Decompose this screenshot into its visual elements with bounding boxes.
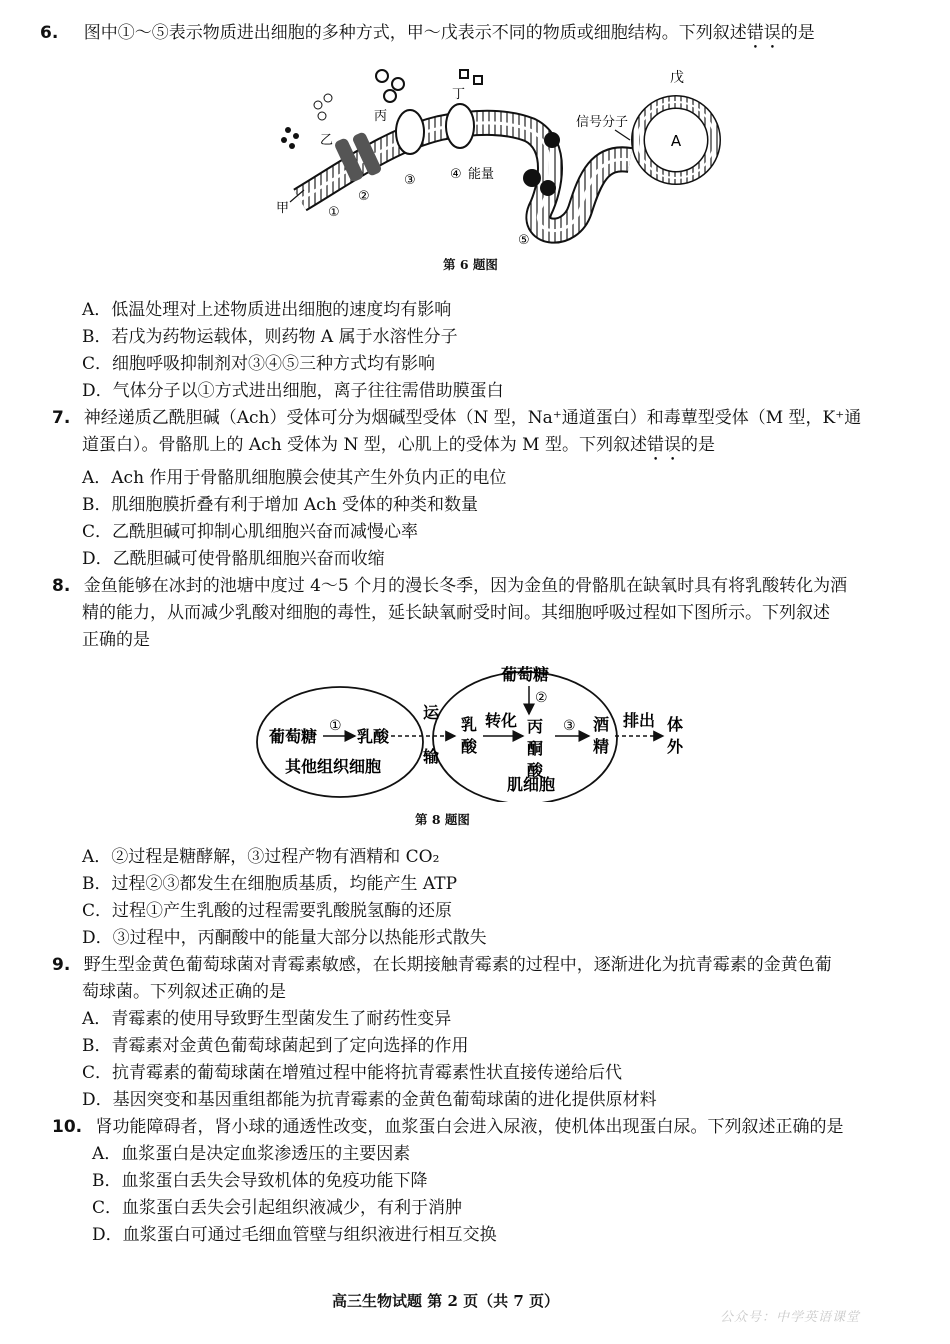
q7-stem-line1: [52, 407, 861, 429]
q6-figure-caption: 第 6 题图: [443, 257, 498, 272]
q9-number: 9.: [52, 955, 71, 975]
outside-1: 体: [667, 715, 684, 734]
transport-1: 运: [423, 703, 440, 722]
q8-stem-line1: [52, 575, 847, 597]
q10-option-a: A．血浆蛋白是决定血浆渗透压的主要因素: [92, 1144, 411, 1164]
q7-stem-text1: 神经递质乙酰胆碱（Ach）受体可分为烟碱型受体（N 型，Na⁺通道蛋白）和毒蕈型受体（M 型，K⁺通: [83, 408, 862, 428]
q9-option-d: D．基因突变和基因重组都能为抗青霉素的金黄色葡萄球菌的进化提供原材料: [82, 1090, 657, 1110]
muscle-cell-label: 肌细胞: [507, 775, 556, 794]
q9-stem-line1: [52, 954, 832, 976]
glucose-left: 葡萄糖: [269, 727, 318, 746]
q8-option-a: A．②过程是糖酵解，③过程产物有酒精和 CO₂: [82, 847, 440, 867]
q7-stem-end: 的是: [680, 435, 715, 455]
step-3: ③: [563, 718, 576, 734]
q6-stem-text: 图中①～⑤表示物质进出细胞的多种方式，甲～戊表示不同的物质或细胞结构。下列叙述: [83, 23, 747, 43]
q6-membrane-figure: [270, 60, 730, 250]
label-process-3: ③: [404, 173, 416, 188]
q6-stem-emphasis: 错误: [746, 23, 781, 43]
q10-option-d: D．血浆蛋白可通过毛细血管壁与组织液进行相互交换: [92, 1225, 497, 1245]
q7-option-d: D．乙酰胆碱可使骨骼肌细胞兴奋而收缩: [82, 549, 385, 569]
pyruvate-1: 丙: [527, 717, 544, 736]
other-cells-label: 其他组织细胞: [285, 757, 382, 776]
label-wu: 戊: [670, 70, 684, 86]
q10-number: 10.: [52, 1117, 83, 1137]
q8-stem-line2: 精的能力，从而减少乳酸对细胞的毒性，延长缺氧耐受时间。其细胞呼吸过程如下图所示。下列叙述: [82, 603, 830, 623]
label-yi: 乙: [320, 133, 334, 148]
carrier-protein-bing: [396, 110, 424, 154]
q8-option-d: D．③过程中，丙酮酸中的能量大部分以热能形式散失: [82, 928, 487, 948]
q8-respiration-figure: [255, 662, 715, 802]
transport-2: 输: [423, 747, 440, 766]
excrete-label: 排出: [623, 711, 656, 730]
q7-stem-text2: 道蛋白）。骨骼肌上的 Ach 受体为 N 型，心肌上的受体为 M 型。下列叙述: [82, 435, 647, 455]
q8-stem-line3: 正确的是: [82, 630, 150, 650]
q6-option-d: D．气体分子以①方式进出细胞，离子往往需借助膜蛋白: [82, 381, 504, 401]
q6-stem: [40, 22, 815, 53]
q9-stem-line2: 萄球菌。下列叙述正确的是: [82, 982, 286, 1002]
step-1: ①: [329, 718, 342, 734]
q6-number: 6.: [40, 23, 59, 43]
q9-option-c: C．抗青霉素的葡萄球菌在增殖过程中能将抗青霉素性状直接传递给后代: [82, 1063, 623, 1083]
pyruvate-2: 酮: [527, 739, 544, 758]
glucose-right: 葡萄糖: [501, 665, 550, 684]
lactate-left: 乳酸: [357, 727, 390, 746]
q6-stem-end: 的是: [780, 23, 815, 43]
carrier-protein-ding: [446, 104, 474, 148]
q9-stem-text1: 野生型金黄色葡萄球菌对青霉素敏感，在长期接触青霉素的过程中，逐渐进化为抗青霉素的金黄色葡: [83, 955, 832, 975]
label-process-4: ④: [450, 167, 462, 182]
q7-stem-line2: [82, 434, 715, 465]
q8-option-b: B．过程②③都发生在细胞质基质，均能产生 ATP: [82, 874, 458, 894]
q10-option-b: B．血浆蛋白丢失会导致机体的免疫功能下降: [92, 1171, 428, 1191]
q10-stem: [52, 1116, 844, 1138]
label-process-5: ⑤: [518, 233, 530, 248]
q10-stem-text: 肾功能障碍者，肾小球的通透性改变，血浆蛋白会进入尿液，使机体出现蛋白尿。下列叙述正确的是: [95, 1117, 844, 1137]
q9-option-b: B．青霉素对金黄色葡萄球菌起到了定向选择的作用: [82, 1036, 469, 1056]
label-energy: 能量: [468, 167, 495, 182]
q8-figure-caption: 第 8 题图: [415, 812, 470, 827]
q8-option-c: C．过程①产生乳酸的过程需要乳酸脱氢酶的还原: [82, 901, 453, 921]
q8-number: 8.: [52, 576, 71, 596]
q7-number: 7.: [52, 408, 71, 428]
q7-option-c: C．乙酰胆碱可抑制心肌细胞兴奋而减慢心率: [82, 522, 419, 542]
pyruvate-3: 酸: [527, 761, 544, 780]
q7-stem-emphasis: 错误: [646, 435, 681, 455]
label-signal-molecule: 信号分子: [576, 115, 629, 130]
q7-option-b: B．肌细胞膜折叠有利于增加 Ach 受体的种类和数量: [82, 495, 479, 515]
label-ding: 丁: [452, 87, 466, 102]
step-2: ②: [535, 690, 548, 706]
label-A: A: [670, 132, 682, 150]
q10-option-c: C．血浆蛋白丢失会引起组织液减少，有利于消肿: [92, 1198, 463, 1218]
lactate-right-2: 酸: [461, 737, 478, 756]
watermark: 公众号：中学英语课堂: [720, 1310, 861, 1325]
q7-option-a: A．Ach 作用于骨骼肌细胞膜会使其产生外负内正的电位: [82, 468, 507, 488]
q6-option-b: B．若戊为药物运载体，则药物 A 属于水溶性分子: [82, 327, 458, 347]
q6-option-a: A．低温处理对上述物质进出细胞的速度均有影响: [82, 300, 452, 320]
label-process-2: ②: [358, 189, 370, 204]
label-process-1: ①: [328, 205, 340, 220]
alcohol-1: 酒: [593, 715, 610, 734]
label-bing: 丙: [374, 109, 388, 124]
outside-2: 外: [667, 737, 684, 756]
q8-stem-text1: 金鱼能够在冰封的池塘中度过 4～5 个月的漫长冬季，因为金鱼的骨骼肌在缺氧时具有将乳酸转化为酒: [83, 576, 848, 596]
page-footer: 高三生物试题 第 2 页（共 7 页）: [332, 1292, 559, 1310]
alcohol-2: 精: [593, 737, 610, 756]
lactate-right-1: 乳: [461, 715, 478, 734]
q6-option-c: C．细胞呼吸抑制剂对③④⑤三种方式均有影响: [82, 354, 436, 374]
label-jia: 甲: [276, 201, 290, 216]
convert-label: 转化: [485, 711, 518, 730]
q9-option-a: A．青霉素的使用导致野生型菌发生了耐药性变异: [82, 1009, 452, 1029]
